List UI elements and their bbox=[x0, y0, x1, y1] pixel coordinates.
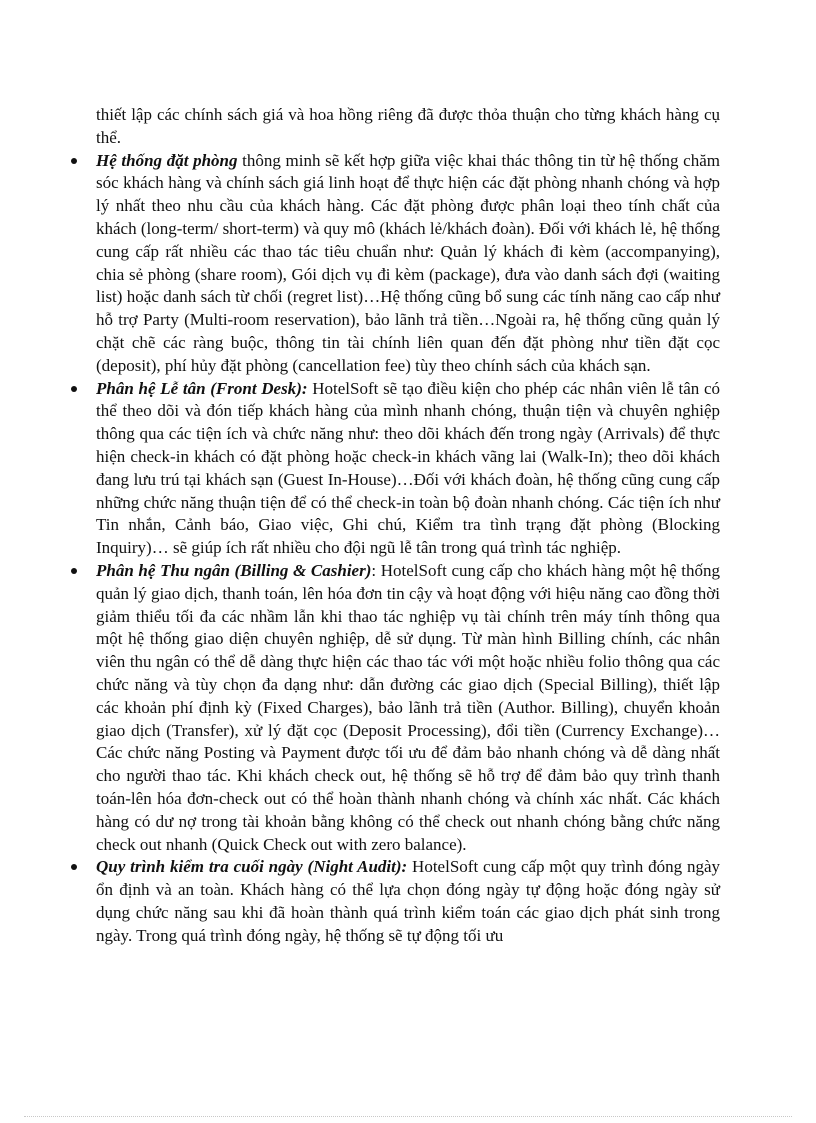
bullet-term: Phân hệ Lễ tân (Front Desk): bbox=[96, 378, 308, 398]
bullet-icon bbox=[71, 386, 77, 392]
feature-bullet-list bbox=[96, 150, 720, 948]
bullet-text: HotelSoft sẽ tạo điều kiện cho phép các nhân viên lễ tân có thể theo dõi và đón tiếp khách hàng của mình nhanh chóng, thuận tiện và chuyên nghiệp thông qua các tiện ích và chức năng như: theo dõi khách đến trong ngày (Arrivals) để thực hiện check-in khách có đặt phòng hoặc check-in khách vãng lai (Walk-In); theo dõi khách đang lưu trú tại khách sạn (Guest In-House)…Đối với khách đoàn, hệ thống cũng cung cấp những chức năng thuận tiện để có thể check-in toàn bộ đoàn nhanh chóng. Các tiện ích như Tin nhắn, Cảnh báo, Giao việc, Ghi chú, Kiểm tra tình trạng đặt phòng (Blocking Inquiry)… sẽ giúp ích rất nhiều cho đội ngũ lễ tân trong quá trình tác nghiệp. bbox=[96, 378, 720, 558]
bullet-text: HotelSoft cung cấp một quy trình đóng ngày ổn định và an toàn. Khách hàng có thể lựa chọn đóng ngày tự động hoặc đóng ngày sử dụng chức năng sau khi đã hoàn thành quá trình kiểm toán các giao dịch phát sinh trong ngày. Trong quá trình đóng ngày, hệ thống sẽ tự động tối ưu bbox=[96, 857, 721, 945]
bullet-term: Phân hệ Thu ngân (Billing & Cashier) bbox=[96, 560, 372, 580]
bullet-reservation-system bbox=[96, 150, 720, 378]
bullet-icon bbox=[71, 568, 77, 574]
bullet-paragraph bbox=[96, 560, 720, 856]
bullet-billing-cashier bbox=[96, 560, 720, 856]
bullet-term: Hệ thống đặt phòng bbox=[96, 150, 238, 170]
bullet-text: : HotelSoft cung cấp cho khách hàng một hệ thống quản lý giao dịch, thanh toán, lên hóa đơn tin cậy và hoạt động với hiệu năng cao đồng thời giảm thiểu tối đa các nhầm lẫn khi thao tác nghiệp vụ tài chính trên máy tính thông qua một hệ thống giao diện chuyên nghiệp, dễ sử dụng. Từ màn hình Billing chính, các nhân viên thu ngân có thể dễ dàng thực hiện các thao tác với một hoặc nhiều folio thông qua các chức năng và tùy chọn đa dạng như: dẫn đường các giao dịch (Special Billing), thiết lập các khoản phí định kỳ (Fixed Charges), bảo lãnh trả tiền (Author. Billing), chuyển khoản giao dịch (Transfer), xử lý đặt cọc (Deposit Processing), đổi tiền (Currency Exchange)…Các chức năng Posting và Payment được tối ưu để đảm bảo nhanh chóng và dễ dàng nhất cho người thao tác. Khi khách check out, hệ thống sẽ hỗ trợ để đảm bảo quy trình thanh toán-lên hóa đơn-check out có thể hoàn thành nhanh chóng và chính xác nhất. Các khách hàng có dư nợ trong tài khoản bằng không có thể check out nhanh chóng bằng chức năng check out nhanh (Quick Check out with zero balance). bbox=[96, 560, 720, 854]
page-bottom-divider bbox=[24, 1116, 792, 1117]
bullet-term: Quy trình kiểm tra cuối ngày (Night Audit): bbox=[96, 857, 408, 877]
bullet-icon bbox=[71, 864, 77, 870]
bullet-icon bbox=[71, 158, 77, 164]
bullet-text: thông minh sẽ kết hợp giữa việc khai thác thông tin từ hệ thống chăm sóc khách hàng và chính sách giá linh hoạt để thực hiện các đặt phòng nhanh chóng và hợp lý nhất theo nhu cầu của khách hàng. Các đặt phòng được phân loại theo tính chất của khách (long-term/ short-term) và quy mô (khách lẻ/khách đoàn). Đối với khách lẻ, hệ thống cung cấp rất nhiều các thao tác tiêu chuẩn như: Quản lý khách đi kèm (accompanying), chia sẻ phòng (share room), Gói dịch vụ đi kèm (package), đưa vào danh sách đợi (waiting list) hoặc danh sách từ chối (regret list)…Hệ thống cũng bổ sung các tính năng cao cấp như hỗ trợ Party (Multi-room reservation), bảo lãnh trả tiền…Ngoài ra, hệ thống cũng quản lý chặt chẽ các ràng buộc, thông tin tài chính liên quan đến đặt phòng như tiền đặt cọc (deposit), phí hủy đặt phòng (cancellation fee) tùy theo chính sách của khách sạn. bbox=[96, 150, 720, 375]
bullet-night-audit bbox=[96, 856, 720, 947]
bullet-paragraph bbox=[96, 150, 720, 378]
document-page bbox=[96, 104, 720, 947]
intro-paragraph: thiết lập các chính sách giá và hoa hồng riêng đã được thỏa thuận cho từng khách hàng cụ thể. bbox=[96, 105, 720, 147]
bullet-paragraph bbox=[96, 378, 720, 560]
bullet-paragraph bbox=[96, 856, 720, 947]
bullet-front-desk bbox=[96, 378, 720, 560]
